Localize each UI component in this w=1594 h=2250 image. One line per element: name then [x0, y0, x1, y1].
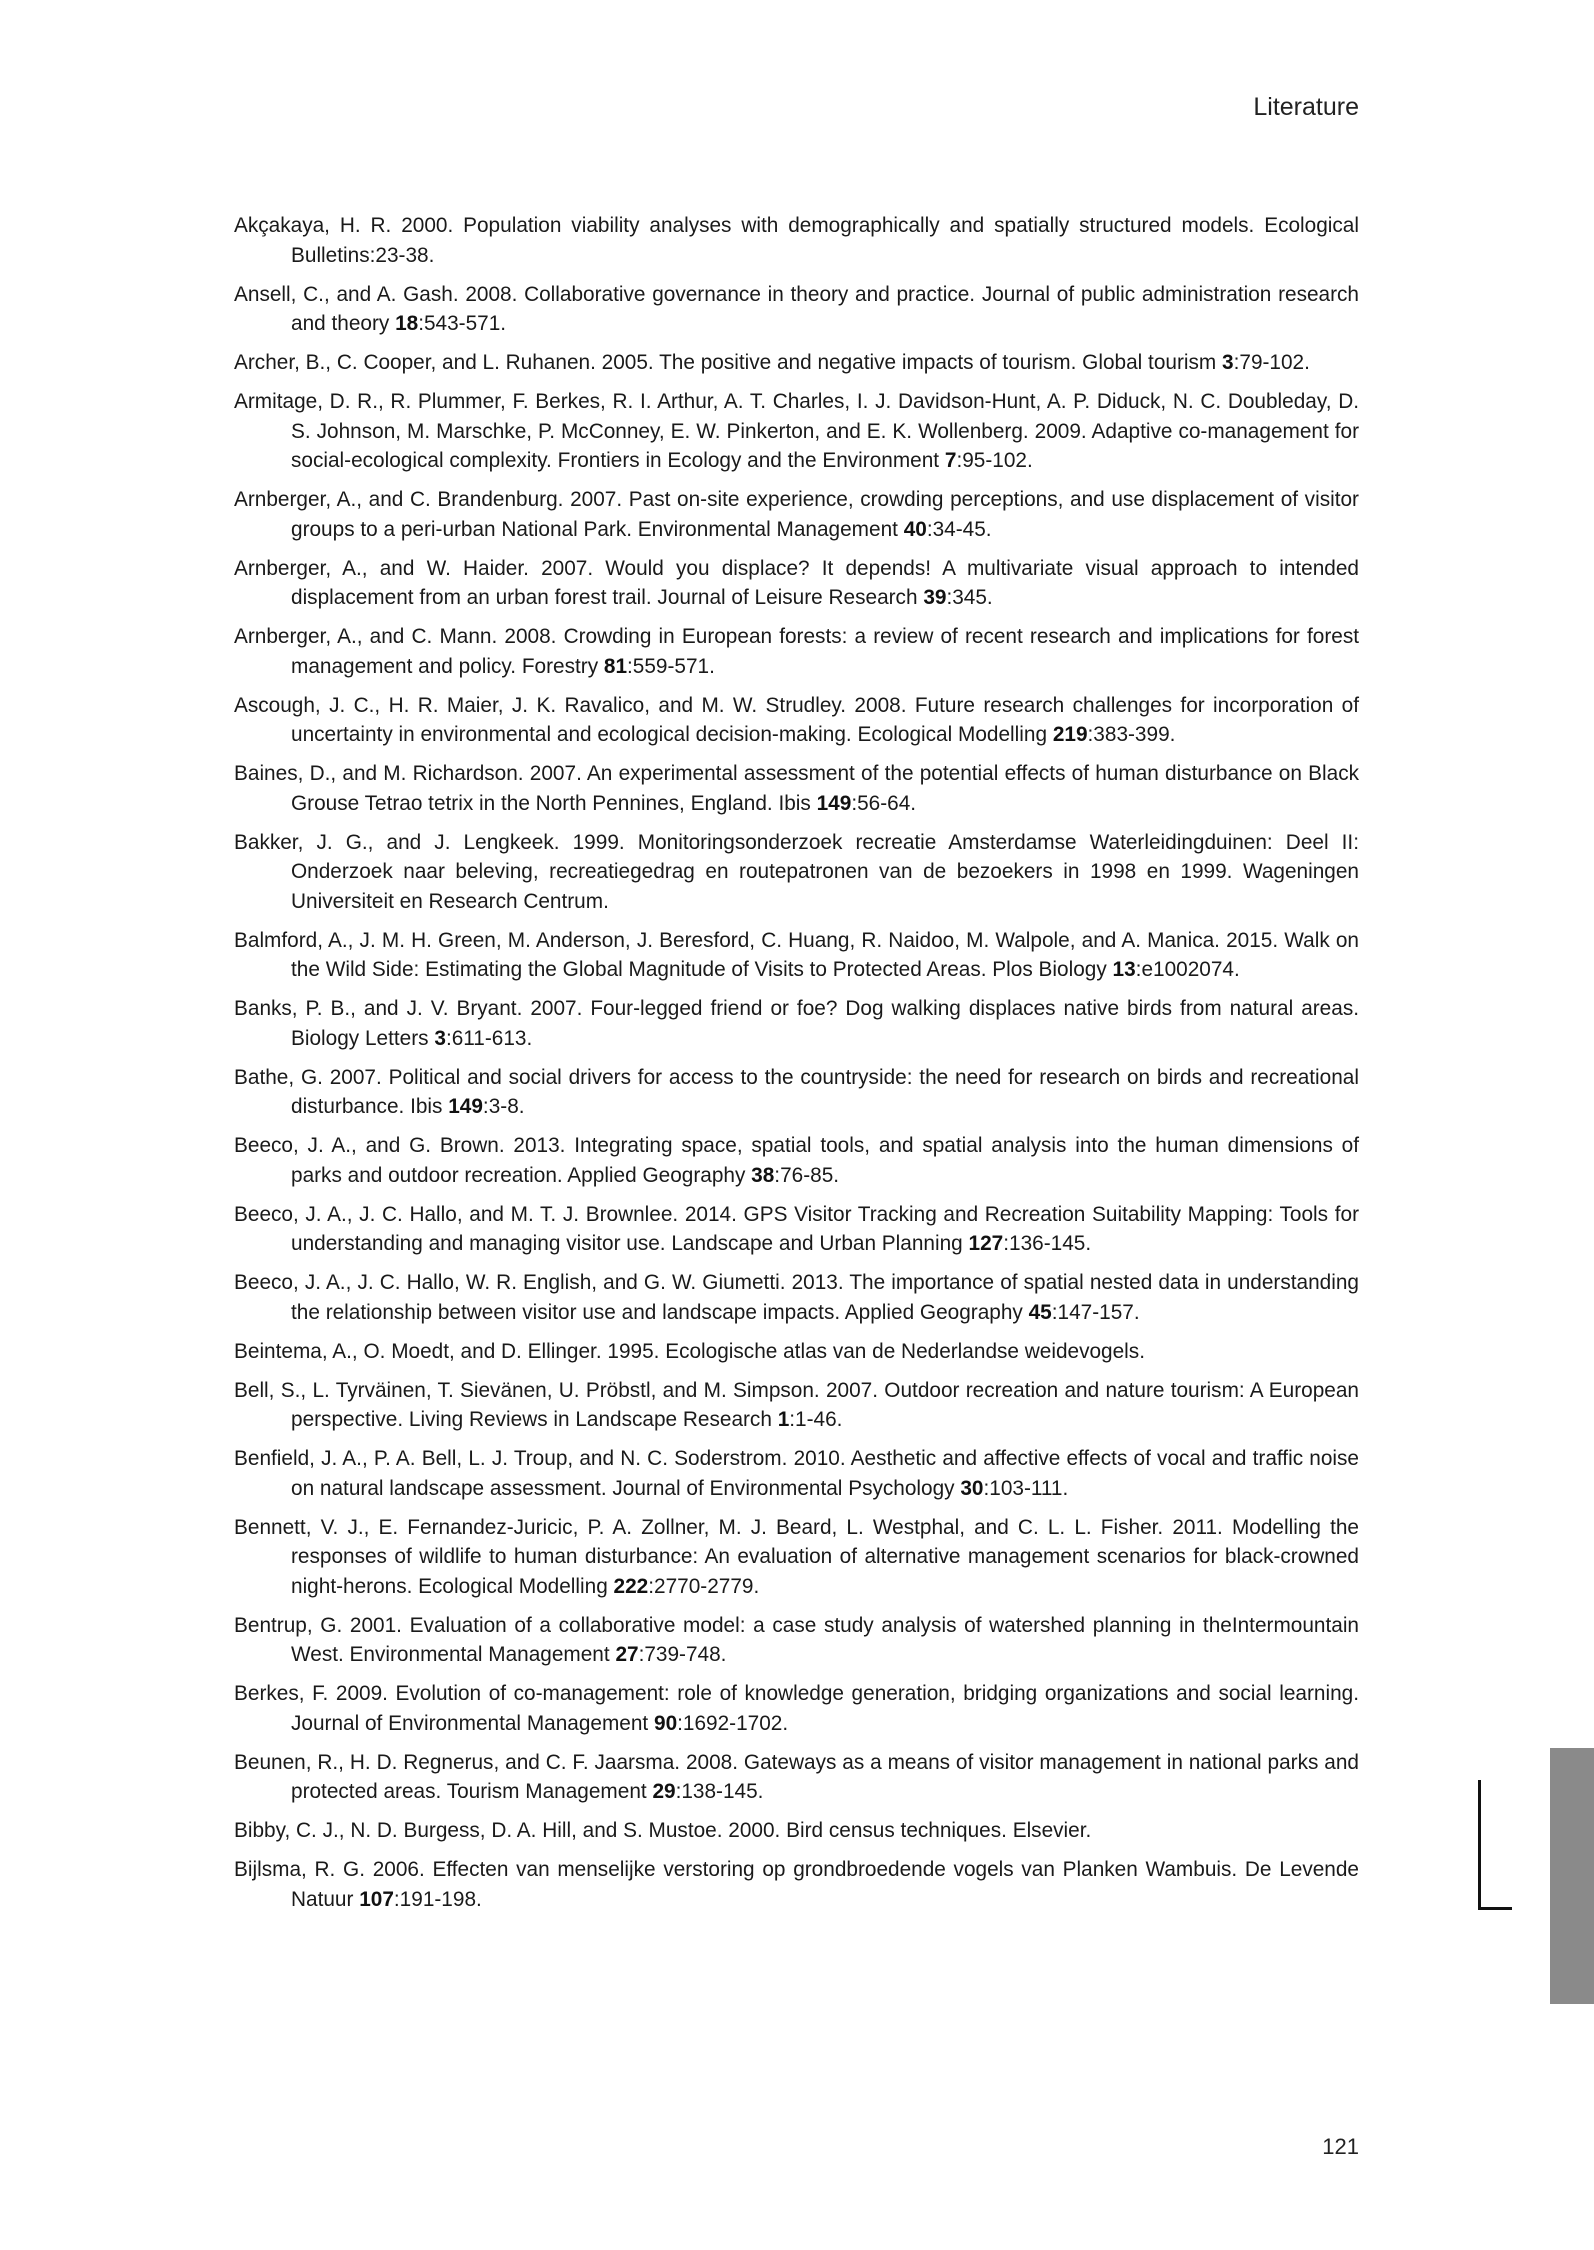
reference-text: Bibby, C. J., N. D. Burgess, D. A. Hill, and S. Mustoe. 2000. Bird census techniques. Elsevier.	[234, 1819, 1092, 1842]
reference-pages: :136-145.	[1003, 1232, 1092, 1255]
reference-volume: 39	[923, 586, 947, 609]
reference-text: Benfield, J. A., P. A. Bell, L. J. Troup, and N. C. Soderstrom. 2010. Aesthetic and affective effects of vocal and traffic noise on natural landscape assessment. Journal of Environmental Psychology	[234, 1447, 1359, 1500]
reference-entry	[234, 1855, 1359, 1914]
reference-volume: 29	[652, 1780, 676, 1803]
reference-pages: :345.	[946, 586, 993, 609]
reference-entry	[234, 994, 1359, 1053]
chapter-bracket-vertical	[1478, 1780, 1481, 1910]
reference-text: Beeco, J. A., and G. Brown. 2013. Integrating space, spatial tools, and spatial analysis into the human dimensions of parks and outdoor recreation. Applied Geography	[234, 1134, 1359, 1187]
reference-text: Bennett, V. J., E. Fernandez-Juricic, P. A. Zollner, M. J. Beard, L. Westphal, and C. L. L. Fisher. 2011. Modelling the responses of wildlife to human disturbance: An evaluation of alternative management scenarios for black-crowned night-herons. Ecological Modelling	[234, 1515, 1359, 1598]
reference-pages: :34-45.	[926, 517, 992, 541]
reference-entry	[234, 485, 1359, 544]
reference-entry	[234, 1200, 1359, 1259]
reference-entry	[234, 211, 1359, 270]
reference-text: Beeco, J. A., J. C. Hallo, and M. T. J. Brownlee. 2014. GPS Visitor Tracking and Recreation Suitability Mapping: Tools for understanding and managing visitor use. Landscape and Urban Planning	[234, 1202, 1359, 1255]
reference-text: Bentrup, G. 2001. Evaluation of a collaborative model: a case study analysis of watershed planning in theIntermountain West. Environmental Management	[234, 1613, 1359, 1666]
reference-entry	[234, 1376, 1359, 1435]
reference-entry	[234, 1748, 1359, 1807]
reference-pages: :2770-2779.	[648, 1574, 760, 1598]
reference-entry	[234, 622, 1359, 681]
reference-text: Baines, D., and M. Richardson. 2007. An experimental assessment of the potential effects of human disturbance on Black Grouse Tetrao tetrix in the North Pennines, England. Ibis	[234, 762, 1359, 815]
reference-pages: :138-145.	[675, 1780, 764, 1803]
chapter-tab-marker	[1550, 1748, 1594, 2004]
reference-volume: 90	[654, 1711, 678, 1735]
reference-entry	[234, 1063, 1359, 1122]
reference-entry	[234, 1816, 1359, 1846]
reference-text: Bijlsma, R. G. 2006. Effecten van menselijke verstoring op grondbroedende vogels van Planken Wambuis. De Levende Natuur	[234, 1858, 1359, 1911]
reference-entry	[234, 387, 1359, 476]
reference-entry	[234, 1513, 1359, 1602]
reference-entry	[234, 1444, 1359, 1503]
reference-pages: :79-102.	[1233, 351, 1310, 374]
reference-text: Armitage, D. R., R. Plummer, F. Berkes, R. I. Arthur, A. T. Charles, I. J. Davidson-Hunt, A. P. Diduck, N. C. Doubleday, D. S. Johnson, M. Marschke, P. McConney, E. W. Pinkerton, and E. K. Wollenberg. 2009. Adaptive co-management for social-ecological complexity. Frontiers in Ecology and the Environment	[234, 390, 1359, 472]
reference-text: Akçakaya, H. R. 2000. Population viability analyses with demographically and spatially structured models. Ecological Bulletins:23-38.	[234, 214, 1359, 267]
reference-text: Bathe, G. 2007. Political and social drivers for access to the countryside: the need for research on birds and recreational disturbance. Ibis	[234, 1065, 1359, 1118]
reference-pages: :559-571.	[627, 654, 715, 678]
reference-pages: :147-157.	[1051, 1300, 1140, 1324]
reference-text: Arnberger, A., and C. Mann. 2008. Crowding in European forests: a review of recent research and implications for forest management and policy. Forestry	[234, 625, 1359, 678]
reference-text: Banks, P. B., and J. V. Bryant. 2007. Four-legged friend or foe? Dog walking displaces native birds from natural areas. Biology Letters	[234, 997, 1359, 1050]
reference-text: Ansell, C., and A. Gash. 2008. Collaborative governance in theory and practice. Journal of public administration research and theory	[234, 282, 1359, 335]
reference-text: Ascough, J. C., H. R. Maier, J. K. Ravalico, and M. W. Strudley. 2008. Future research challenges for incorporation of uncertainty in environmental and ecological decision-making. Ecological Modelling	[234, 693, 1359, 746]
reference-pages: :103-111.	[983, 1476, 1069, 1500]
reference-pages: :383-399.	[1087, 723, 1176, 746]
reference-entry	[234, 926, 1359, 985]
reference-text: Arnberger, A., and C. Brandenburg. 2007. Past on-site experience, crowding perceptions, and use displacement of visitor groups to a peri-urban National Park. Environmental Management	[234, 488, 1359, 541]
reference-list	[234, 211, 1359, 1924]
reference-entry	[234, 759, 1359, 818]
reference-text: Beunen, R., H. D. Regnerus, and C. F. Jaarsma. 2008. Gateways as a means of visitor management in national parks and protected areas. Tourism Management	[234, 1750, 1359, 1803]
reference-entry	[234, 691, 1359, 750]
reference-volume: 40	[903, 517, 927, 541]
reference-text: Bakker, J. G., and J. Lengkeek. 1999. Monitoringsonderzoek recreatie Amsterdamse Waterleidingduinen: Deel II: Onderzoek naar beleving, recreatiegedrag en routepatronen van de bezoekers in 1998 en 1999. Wageningen Universiteit en Research Centrum.	[234, 830, 1359, 913]
reference-pages: :1-46.	[789, 1408, 843, 1431]
reference-pages: :191-198.	[393, 1887, 482, 1911]
reference-entry	[234, 348, 1359, 378]
reference-volume: 219	[1052, 723, 1088, 746]
reference-text: Beeco, J. A., J. C. Hallo, W. R. English, and G. W. Giumetti. 2013. The importance of spatial nested data in understanding the relationship between visitor use and landscape impacts. Applied Geography	[234, 1271, 1359, 1324]
reference-pages: :543-571.	[418, 312, 507, 335]
reference-text: Arnberger, A., and W. Haider. 2007. Would you displace? It depends! A multivariate visual approach to intended displacement from an urban forest trail. Journal of Leisure Research	[234, 556, 1359, 609]
reference-volume: 3	[1222, 351, 1234, 374]
reference-volume: 7	[944, 449, 957, 472]
reference-text: Bell, S., L. Tyrväinen, T. Sievänen, U. Pröbstl, and M. Simpson. 2007. Outdoor recreation and nature tourism: A European perspective. Living Reviews in Landscape Research	[234, 1378, 1359, 1431]
reference-text: Berkes, F. 2009. Evolution of co-management: role of knowledge generation, bridging organizations and social learning. Journal of Environmental Management	[234, 1682, 1359, 1735]
chapter-bracket-horizontal	[1478, 1907, 1512, 1910]
reference-text: Beintema, A., O. Moedt, and D. Ellinger. 1995. Ecologische atlas van de Nederlandse weidevogels.	[234, 1339, 1145, 1363]
reference-entry	[234, 1268, 1359, 1327]
reference-pages: :3-8.	[482, 1095, 525, 1118]
reference-text: Balmford, A., J. M. H. Green, M. Anderson, J. Beresford, C. Huang, R. Naidoo, M. Walpole, and A. Manica. 2015. Walk on the Wild Side: Estimating the Global Magnitude of Visits to Protected Areas. Plos Biology	[234, 928, 1359, 981]
reference-pages: :76-85.	[774, 1163, 840, 1187]
reference-volume: 1	[777, 1408, 790, 1431]
reference-entry	[234, 280, 1359, 339]
reference-volume: 81	[603, 654, 628, 678]
reference-entry	[234, 1337, 1359, 1367]
reference-volume: 127	[968, 1232, 1004, 1255]
reference-pages: :e1002074.	[1135, 958, 1240, 981]
reference-volume: 149	[816, 791, 852, 815]
reference-pages: :1692-1702.	[677, 1711, 789, 1735]
reference-entry	[234, 1611, 1359, 1670]
reference-entry	[234, 828, 1359, 917]
reference-volume: 13	[1112, 958, 1136, 981]
reference-pages: :739-748.	[638, 1643, 727, 1666]
reference-volume: 222	[613, 1574, 649, 1598]
reference-volume: 38	[751, 1163, 775, 1187]
page-number: 121	[1322, 2134, 1359, 2159]
reference-entry	[234, 1679, 1359, 1738]
reference-pages: :95-102.	[956, 449, 1033, 472]
reference-volume: 27	[615, 1643, 639, 1666]
reference-volume: 149	[448, 1095, 483, 1118]
reference-volume: 3	[434, 1026, 446, 1050]
page-header-title: Literature	[1253, 93, 1359, 121]
reference-text: Archer, B., C. Cooper, and L. Ruhanen. 2005. The positive and negative impacts of tourism. Global tourism	[234, 351, 1223, 374]
reference-entry	[234, 554, 1359, 613]
reference-entry	[234, 1131, 1359, 1190]
reference-volume: 18	[395, 312, 419, 335]
reference-pages: :56-64.	[851, 791, 917, 815]
reference-volume: 30	[960, 1476, 984, 1500]
reference-volume: 45	[1028, 1300, 1052, 1324]
reference-pages: :611-613.	[445, 1026, 533, 1050]
reference-volume: 107	[359, 1887, 394, 1911]
